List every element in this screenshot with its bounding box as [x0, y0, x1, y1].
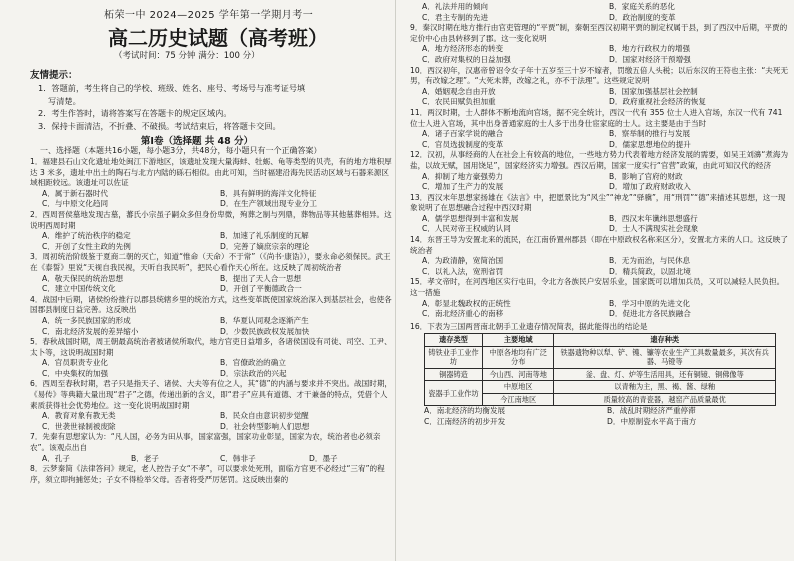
question-text: 15．孝文帝时，在河西地区实行屯田，令北方各族民户安居乐业，国家既可以增加兵员，又可以减轻人民负担。这一措施	[410, 277, 785, 298]
notice-heading: 友情提示：	[30, 70, 78, 81]
table-cell: 铜器铸造	[425, 368, 483, 381]
question-list-left	[30, 157, 392, 485]
question-item	[410, 150, 790, 192]
question-text: 14．东晋王导为安置北来的流民，在江南侨置州郡县（即在中原政权名称来区分），安置北方来的人口。这反映了统治者	[410, 235, 788, 255]
option: C．南北经济重心的南移	[422, 309, 504, 319]
question-options	[410, 256, 790, 277]
option: A．孔子	[42, 453, 70, 463]
question-text: 7．先秦有思想家认为：“凡人国，必务为田从事，国家富强，国家功业彰显，国家为农，统治者也必须亲农”。该观点出自	[30, 432, 381, 453]
question-options	[410, 87, 790, 108]
question-options	[410, 214, 790, 235]
question-text: 2．西周晋侯墓地发现古墓，蕃氏小宗虽子嗣众多但身份卑微，殉葬之制与列鼎，葬物品等其他墓葬相异。这说明西周时期	[30, 209, 392, 230]
option: C．君主专制的先进	[422, 12, 489, 22]
option: D．儒家思想地位的提升	[609, 139, 691, 149]
question-options	[30, 189, 392, 210]
option: B．西汉末年谶纬思想盛行	[609, 213, 698, 223]
notice-item: 2．考生作答时，请将答案写在答题卡的规定区域内。	[38, 108, 232, 119]
question-options	[30, 358, 392, 379]
option: D．在生产领域出现专业分工	[220, 199, 317, 209]
question-options	[30, 454, 392, 465]
option: A．官员职责专业化	[42, 358, 108, 368]
table-cell: 今江南地区	[482, 393, 553, 406]
option: D．中原制瓷水平高于南方	[607, 417, 697, 426]
question-options	[410, 2, 790, 23]
option: D．少数民族政权发展加快	[220, 326, 310, 336]
option: B．国家加强基层社会控制	[609, 86, 698, 96]
option: C．官员选拔制度的变革	[422, 139, 504, 149]
option: D．社会转型影响人们思想	[220, 421, 310, 431]
question-text: 9．秦汉时期在地方推行由官吏管理的“平贾”制，秦朝至西汉初期平贾的制定权属于县，到了西汉中后期，平贾的定价中心由县转移到了郡。这一变化说明	[410, 23, 788, 43]
option: A．儒学思想得到丰富和发展	[422, 213, 519, 223]
option: A．地方经济形态的转变	[422, 44, 504, 54]
table-row	[425, 346, 776, 368]
question-item	[410, 66, 790, 108]
option: B．地方行政权力的增强	[609, 44, 691, 54]
option: B．影响了官府的财政	[609, 171, 683, 181]
question-options	[410, 44, 790, 65]
question-item	[30, 210, 392, 252]
option: D．促进北方各民族融合	[609, 309, 691, 319]
heritage-table	[424, 333, 776, 406]
option: C．韩非子	[220, 453, 256, 463]
table-header: 主要地域	[482, 334, 553, 347]
option: B．官僚政治的确立	[220, 358, 286, 368]
option: A．为政清静，宽简治国	[422, 256, 504, 266]
option: A．抑制了地方豪强势力	[422, 171, 504, 181]
question-options	[30, 316, 392, 337]
table-cell: 中原各地均有广泛分布	[482, 346, 553, 368]
option: D．政府重视社会经济的恢复	[609, 97, 706, 107]
option: B．华夏认同观念逐渐产生	[220, 315, 309, 325]
option: D．开创了平衡德政合一	[220, 284, 302, 294]
option: A．礼法并用的倾向	[422, 2, 488, 11]
question-text: 16．下表为三国两晋南北朝手工业遗存情况简表，据此能得出的结论是	[410, 321, 648, 331]
table-header: 遗存种类	[554, 334, 776, 347]
option: B．学习中原的先进文化	[609, 298, 691, 308]
table-cell: 铸铁业手工业作坊	[425, 346, 483, 368]
option: C．南北经济发展的差异缩小	[42, 326, 139, 336]
question-options	[410, 299, 790, 320]
question-item	[410, 235, 790, 277]
school-exam-name: 柘荣一中 2024—2025 学年第一学期月考一	[104, 10, 314, 21]
notice-item: 1．答题前，考生将自己的学校、班级、姓名、座号、考场号与准考证号填	[38, 83, 306, 93]
option: D．政治制度的变革	[609, 12, 676, 22]
question-text: 12．汉初，从事经商的人在社会上有较高的地位，一些地方势力代表着地方经济发展的需要，如吴王刘濞“煮海为盐，以故无赋，国用饶足”，国家经济实力增强。西汉后期，国家一度实行“官营”政策，由此可知汉代的经济	[410, 150, 789, 170]
option: A．教育对象有教无类	[42, 411, 116, 421]
left-column	[0, 0, 394, 561]
option: B．加速了礼乐制度的瓦解	[220, 231, 309, 241]
option: B．察举制的推行与发展	[609, 129, 691, 139]
question-item	[30, 295, 392, 337]
notice-item: 3．保持卡面清洁，不折叠、不破损。考试结束后，将答题卡交回。	[38, 120, 281, 131]
right-column	[398, 0, 792, 561]
option: B．提出了天人合一思想	[220, 273, 302, 283]
table-header: 遗存类型	[425, 334, 483, 347]
option: B．战乱时期经济严重停滞	[607, 406, 696, 416]
option: D．国家对经济干预增强	[609, 54, 691, 64]
option: D．宗法政治的兴起	[220, 368, 287, 378]
question-text: 10．西汉初年，汉惠帝曾诏令女子年十五岁至三十岁不嫁者，罚缴五倍人头税；以后东汉的王符也主张：“夫死无男，有改嫁之理”。“大死未葬，改嫁之礼，亦不于法理”。这些规定说明	[410, 65, 789, 86]
option: B．具有鲜明的海洋文化特征	[220, 188, 317, 198]
question-options	[30, 274, 392, 295]
table-cell: 质量较高的青瓷器，越窑产品质量最优	[554, 393, 776, 406]
table-cell: 釜、盘、灯、炉等生活用具，还有铜镜、铜佛像等	[554, 368, 776, 381]
question-item	[30, 379, 392, 432]
option: B．家庭关系的恶化	[609, 2, 675, 11]
option: C．农民田赋负担加重	[422, 97, 496, 107]
section-instruction: 一、选择题（本题共16小题，每小题3分，共48分，每小题只有一个正确答案）	[40, 146, 322, 155]
question-options	[410, 406, 790, 427]
option: A．诸子百家学说的融合	[422, 129, 504, 139]
question-item	[410, 2, 790, 23]
option: B．民众自由意识初步觉醒	[220, 411, 309, 421]
option: C．人民对帝王权威的认同	[422, 224, 511, 234]
option: D．士人不满现实社会现象	[609, 224, 699, 234]
notice-list	[38, 82, 394, 132]
table-cell: 今山西、河南等地	[482, 368, 553, 381]
option: D．精兵简政，以固北境	[609, 266, 691, 276]
option: A．敬天保民的统治思想	[42, 273, 124, 283]
question-items-right	[410, 2, 790, 320]
option: C．建立中国传统文化	[42, 284, 116, 294]
option: A．属于新石器时代	[42, 188, 108, 198]
question-text: 4．战国中后期，诸侯纷纷推行以郡县统辖乡里的统治方式，这些变革既使国家统治深入到基层社会，也使各国郡县制度日益完善。这反映出	[30, 294, 392, 315]
option: C．开创了女性主政的先例	[42, 241, 131, 251]
option: D．增加了政府财政收入	[609, 182, 691, 192]
option: C．与中原文化趋同	[42, 199, 109, 209]
option: A．彰显北魏政权的正统性	[422, 298, 511, 308]
question-text: 11．两汉时期，士人群体不断地流向官场，据不完全统计，西汉一代有 355 位士人进入官场，东汉一代有 741 位士人进入官场，其中出身普通家庭的士人多于出身仕宦家庭的士人。这主要是由于当时	[410, 107, 783, 128]
question-item	[30, 252, 392, 294]
option: C．世袭世禄制被废除	[42, 421, 116, 431]
option: C．政府对集权的日益加强	[422, 54, 511, 64]
question-text: 13．西汉末年思想家扬雄在《法言》中，把愿景比为“风尘”“神龙”“驿骥”，用“刑罚”“德”来描述其思想，这一现象说明了在思想融合过程中西汉时期	[410, 192, 786, 213]
option: A．统一多民族国家的形成	[42, 315, 131, 325]
question-options	[30, 231, 392, 252]
question-text: 6．西周至春秋时期，君子只是指天子、诸侯、大夫等有位之人，其“德”的内涵与要求并不突出。战国时期，《易传》等典籍大量出现“君子”之德，传递出新的含义，即“君子”应具有道德、才干兼备的特点，凭借个人素质获得社会优势地位。这一变化说明战国时期	[30, 379, 392, 410]
option: C．江南经济的初步开发	[424, 417, 506, 426]
question-text: 8．云梦秦简《法律答问》规定，老人控告子女“不孝”，可以要求处死刑，面临方官更不必经过“三宥”的程序，须立即拘捕惩处；子女不得检举父母。否者将受严厉惩罚。这反映出秦的	[30, 464, 385, 484]
question-item	[30, 432, 392, 464]
question-options	[410, 129, 790, 150]
question-item	[30, 157, 392, 210]
question-item	[30, 337, 392, 379]
option: C．增加了生产力的发展	[422, 182, 504, 192]
table-cell: 中原地区	[482, 381, 553, 394]
question-options	[30, 411, 392, 432]
question-text: 1．福建县石山文化遗址地处闽江下游地区，该遗址发现大量海蚌、牡蛎、龟等类型的贝壳，有的地方堆积厚达 3 米多，遗址中出土的陶石与北方内陆的砾石相似。由此可知，当时福建沿海先民活动区域与石器来源区域相距较远。该遗址可以佐证	[30, 157, 392, 188]
question-item	[410, 277, 790, 319]
table-header-row	[425, 334, 776, 347]
option: B．无为而治，与民休息	[609, 256, 691, 266]
option: C．以礼入法，宽刑省罚	[422, 266, 504, 276]
table-cell: 以青釉为主，黑、褐、酱、绿釉	[554, 381, 776, 394]
question-item	[30, 464, 392, 485]
question-item	[410, 193, 790, 235]
option: D．墨子	[309, 453, 338, 463]
page-title: 高二历史试题（高考班）	[108, 26, 328, 50]
option: A．婚姻观念自由开放	[422, 86, 496, 96]
section-title: 第Ⅰ卷（选择题 共 48 分）	[140, 136, 254, 147]
option: B．老子	[131, 453, 159, 463]
table-cell: 铁器遗物种以犁、铲、镬、镰等农业生产工具数量最多，其次有兵器、马镫等	[554, 346, 776, 368]
option: A．维护了统治秩序的稳定	[42, 231, 131, 241]
table-cell: 瓷器手工业作坊	[425, 381, 483, 406]
question-text: 3．周初统治阶级鉴于夏商二朝的灭亡，知道“惟命（天命）不于常”（《尚书·康诰》），要永命必须保民。武王在《泰誓》里说“天视自我民视，天听自我民听”，把民心看作天心所在。这反映了周初统治者	[30, 252, 391, 272]
table-row	[425, 368, 776, 381]
question-options	[410, 172, 790, 193]
question-item	[410, 108, 790, 150]
column-divider	[395, 0, 396, 561]
option: A．南北经济的均衡发展	[424, 406, 506, 416]
option: C．中央集权的加强	[42, 368, 109, 378]
table-row	[425, 381, 776, 394]
exam-info: （考试时间：75 分钟 满分：100 分）	[114, 51, 260, 61]
question-16	[410, 322, 790, 428]
question-list-right	[410, 2, 790, 428]
question-item	[410, 23, 790, 65]
question-text: 5．春秋战国时期，周王朝最高统治者被诸侯所取代，地方官吏日益增多，各诸侯国设有司徒、司空、工尹、太卜等，这说明战国时期	[30, 337, 392, 357]
option: D．完善了嫡庶宗亲的理论	[220, 241, 310, 251]
notice-item: 写清楚。	[48, 95, 81, 106]
